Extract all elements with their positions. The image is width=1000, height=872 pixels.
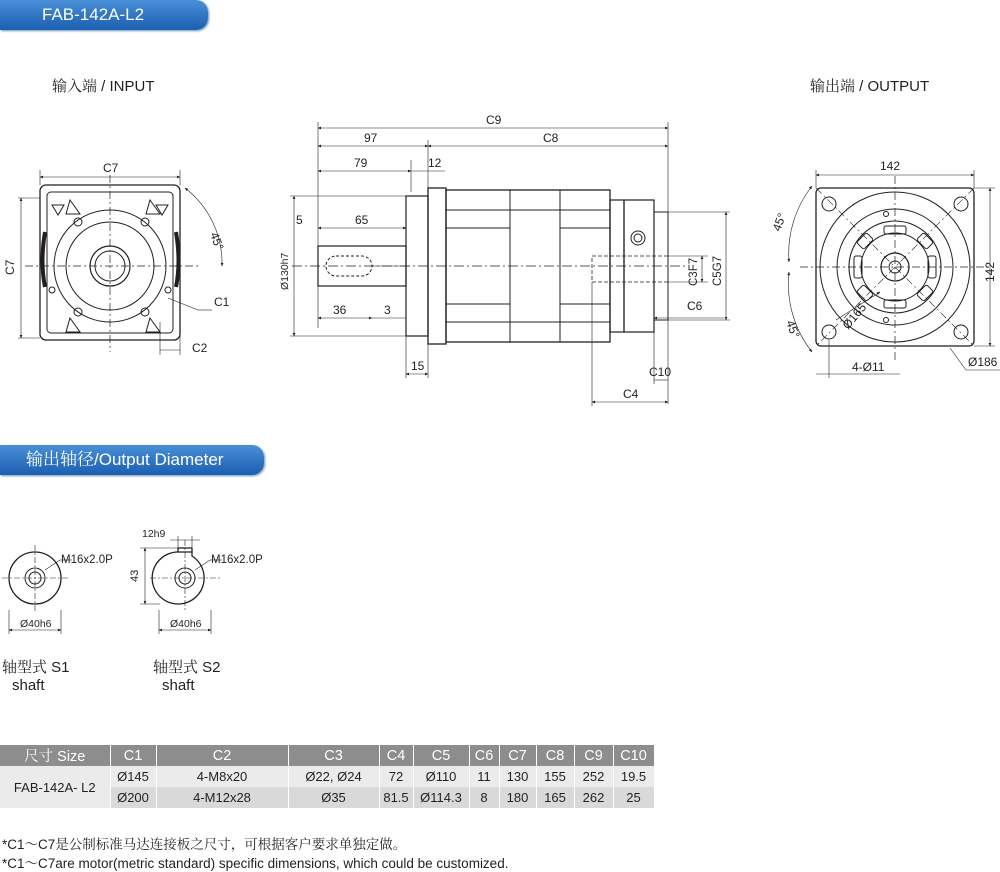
table-cell: 262 [574, 787, 613, 808]
table-header: C2 [156, 745, 288, 766]
dim-output-45-b: 45° [783, 318, 803, 341]
shaft-s2-key: 12h9 [142, 528, 166, 540]
dim-65: 65 [355, 213, 369, 227]
dim-c6: C6 [687, 299, 703, 313]
dim-c7-side: C7 [3, 259, 17, 275]
output-view-label: 输出端 / OUTPUT [810, 78, 930, 95]
dim-36: 36 [333, 303, 347, 317]
table-cell: 72 [379, 766, 413, 787]
table-cell: 155 [536, 766, 574, 787]
table-header: 尺寸 Size [0, 745, 110, 766]
shaft-s1-sub: shaft [12, 677, 45, 694]
table-header: C9 [574, 745, 613, 766]
table-header: C10 [613, 745, 654, 766]
shaft-s2-dia: Ø40h6 [170, 618, 202, 630]
table-cell: Ø35 [288, 787, 379, 808]
shaft-s2-name: 轴型式 S2 [153, 659, 221, 676]
table-cell: 19.5 [613, 766, 654, 787]
input-flange-view [18, 170, 222, 355]
dim-c9: C9 [486, 113, 502, 127]
dim-142-top: 142 [880, 159, 901, 173]
table-header: C3 [288, 745, 379, 766]
dim-5: 5 [296, 213, 303, 227]
shaft-s2-height: 43 [129, 569, 141, 582]
dim-79: 79 [354, 156, 368, 170]
dim-186: Ø186 [968, 355, 998, 369]
table-cell: Ø110 [413, 766, 469, 787]
table-cell: 165 [536, 787, 574, 808]
input-view-label: 输入端 / INPUT [52, 78, 155, 95]
table-cell: 4-M12x28 [156, 787, 288, 808]
dim-142-side: 142 [983, 261, 997, 282]
model-banner: FAB-142A-L2 [0, 0, 208, 30]
shaft-s2-sub: shaft [162, 677, 195, 694]
table-cell: 11 [469, 766, 499, 787]
shaft-s1-name: 轴型式 S1 [2, 659, 70, 676]
table-cell: 25 [613, 787, 654, 808]
note-english: *C1～C7are motor(metric standard) specific dimensions, which could be customized. [2, 856, 509, 871]
table-header: C4 [379, 745, 413, 766]
table-cell: 8 [469, 787, 499, 808]
dim-c7-top: C7 [103, 161, 119, 175]
table-cell: Ø114.3 [413, 787, 469, 808]
dim-c3f7: C3F7 [688, 257, 700, 286]
dim-15: 15 [411, 359, 425, 373]
table-cell: 252 [574, 766, 613, 787]
dim-4-11: 4-Ø11 [852, 360, 885, 374]
output-flange-view [788, 170, 1000, 378]
dim-c2: C2 [192, 341, 208, 355]
shaft-s1-thread: M16x2.0P [61, 554, 113, 566]
table-header-row [0, 745, 654, 766]
table-header: C6 [469, 745, 499, 766]
dim-c8: C8 [543, 131, 559, 145]
dim-12: 12 [428, 156, 442, 170]
table-header: C1 [110, 745, 156, 766]
dim-c1: C1 [214, 295, 230, 309]
dim-3: 3 [384, 303, 391, 317]
table-cell: Ø22, Ø24 [288, 766, 379, 787]
table-cell: 130 [499, 766, 536, 787]
dim-97: 97 [364, 131, 378, 145]
dim-165: Ø165 [839, 300, 870, 332]
table-header: C5 [413, 745, 469, 766]
spec-table [0, 745, 655, 808]
table-header: C7 [499, 745, 536, 766]
shaft-s2-thread: M16x2.0P [211, 554, 263, 566]
shaft-s1-dia: Ø40h6 [20, 618, 52, 630]
table-cell: 180 [499, 787, 536, 808]
table-header: C8 [536, 745, 574, 766]
table-cell: Ø145 [110, 766, 156, 787]
table-cell: Ø200 [110, 787, 156, 808]
dim-c4: C4 [623, 387, 639, 401]
table-row [0, 766, 654, 787]
table-model-cell: FAB-142A- L2 [0, 766, 110, 808]
dim-c5g7: C5G7 [712, 255, 724, 286]
table-cell: 81.5 [379, 787, 413, 808]
dim-input-45: 45° [207, 230, 227, 253]
dim-130h7: Ø130h7 [279, 252, 291, 290]
table-cell: 4-M8x20 [156, 766, 288, 787]
dim-c10: C10 [649, 365, 672, 379]
shaft-banner: 输出轴径/Output Diameter [0, 445, 264, 475]
dim-output-45-a: 45° [769, 211, 790, 234]
note-chinese: *C1～C7是公制标准马达连接板之尺寸，可根据客户要求单独定做。 [2, 837, 407, 852]
